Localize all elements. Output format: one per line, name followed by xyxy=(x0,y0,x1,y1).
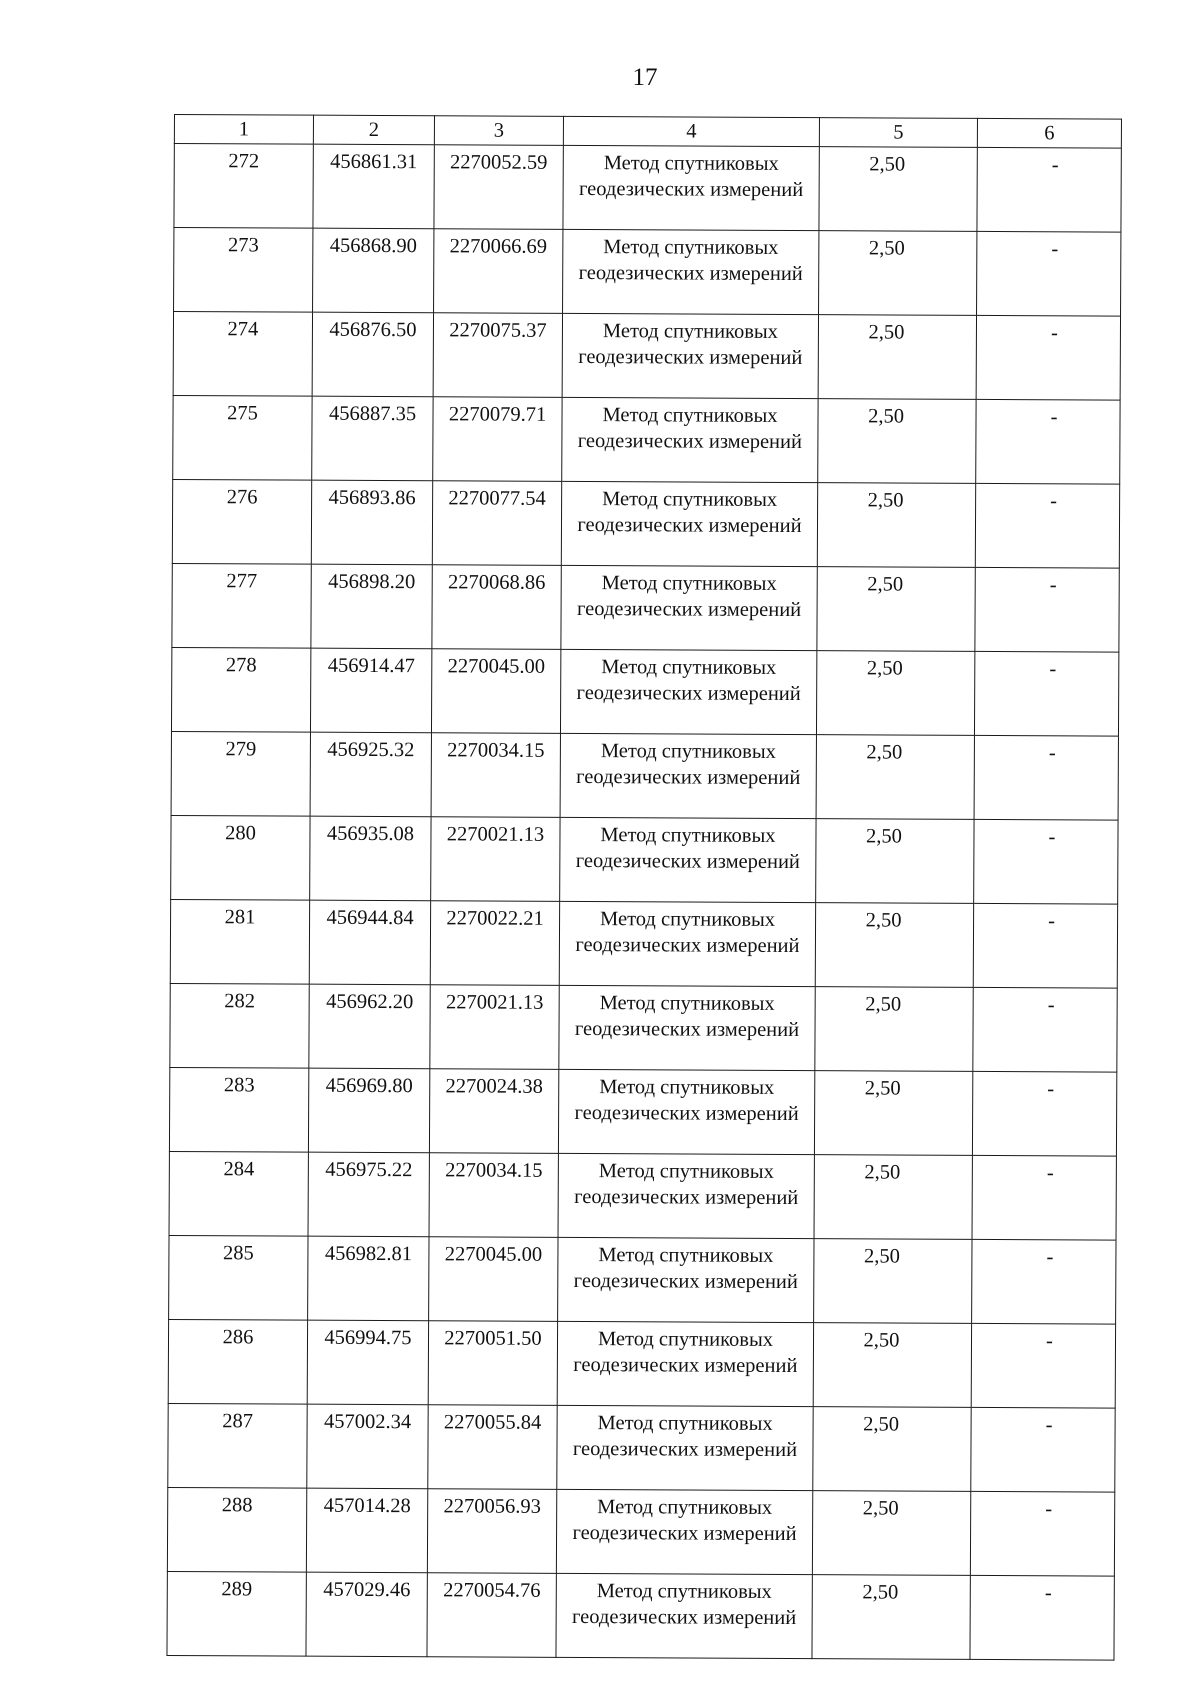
table-body xyxy=(167,144,1121,1661)
y-coordinate-cell: 2270056.93 xyxy=(427,1489,556,1574)
method-cell: Метод спутниковых геодезических измерений xyxy=(556,1489,812,1574)
x-coordinate-cell: 456887.35 xyxy=(312,396,433,481)
point-number-cell: 275 xyxy=(173,395,312,480)
y-coordinate-cell: 2270052.59 xyxy=(434,145,563,230)
note-cell: - xyxy=(975,567,1119,652)
table-row xyxy=(171,647,1118,736)
point-number-cell: 282 xyxy=(170,983,309,1068)
accuracy-cell: 2,50 xyxy=(818,399,976,484)
y-coordinate-cell: 2270068.86 xyxy=(432,565,561,650)
accuracy-cell: 2,50 xyxy=(816,651,974,736)
x-coordinate-cell: 457002.34 xyxy=(307,1404,428,1489)
x-coordinate-cell: 456893.86 xyxy=(311,480,432,565)
table-row xyxy=(169,1067,1116,1156)
accuracy-cell: 2,50 xyxy=(815,987,973,1072)
point-number-cell: 272 xyxy=(174,144,313,229)
table-header-row xyxy=(174,115,1121,149)
point-number-cell: 286 xyxy=(168,1319,307,1404)
y-coordinate-cell: 2270034.15 xyxy=(431,733,560,818)
point-number-cell: 276 xyxy=(172,479,311,564)
y-coordinate-cell: 2270054.76 xyxy=(427,1573,556,1658)
point-number-cell: 277 xyxy=(172,563,311,648)
point-number-cell: 273 xyxy=(174,228,313,313)
accuracy-cell: 2,50 xyxy=(814,1239,972,1324)
point-number-cell: 274 xyxy=(173,312,312,397)
note-cell: - xyxy=(975,483,1119,568)
point-number-cell: 283 xyxy=(169,1067,308,1152)
y-coordinate-cell: 2270021.13 xyxy=(431,817,560,902)
y-coordinate-cell: 2270066.69 xyxy=(434,229,563,314)
note-cell: - xyxy=(977,147,1121,232)
table-row xyxy=(170,983,1117,1072)
x-coordinate-cell: 456898.20 xyxy=(311,564,432,649)
method-cell: Метод спутниковых геодезических измерений xyxy=(557,1405,813,1490)
note-cell: - xyxy=(974,651,1118,736)
table-row xyxy=(173,395,1120,484)
note-cell: - xyxy=(972,1155,1116,1240)
method-cell: Метод спутниковых геодезических измерений xyxy=(560,733,816,818)
x-coordinate-cell: 456925.32 xyxy=(310,732,431,817)
accuracy-cell: 2,50 xyxy=(817,567,975,652)
table-row xyxy=(170,899,1117,988)
accuracy-cell: 2,50 xyxy=(813,1407,971,1492)
note-cell: - xyxy=(971,1407,1115,1492)
accuracy-cell: 2,50 xyxy=(814,1071,972,1156)
point-number-cell: 288 xyxy=(167,1487,306,1572)
accuracy-cell: 2,50 xyxy=(814,1155,972,1240)
table-row xyxy=(169,1235,1116,1324)
method-cell: Метод спутниковых геодезических измерений xyxy=(562,397,818,482)
coordinates-table xyxy=(166,114,1122,1661)
point-number-cell: 280 xyxy=(171,815,310,900)
point-number-cell: 281 xyxy=(170,899,309,984)
table-row xyxy=(168,1319,1115,1408)
y-coordinate-cell: 2270075.37 xyxy=(433,313,562,398)
column-header: 1 xyxy=(174,115,313,145)
note-cell: - xyxy=(970,1575,1114,1660)
note-cell: - xyxy=(970,1491,1114,1576)
accuracy-cell: 2,50 xyxy=(819,231,977,316)
method-cell: Метод спутниковых геодезических измерений xyxy=(558,1153,814,1238)
method-cell: Метод спутниковых геодезических измерений xyxy=(559,901,815,986)
accuracy-cell: 2,50 xyxy=(817,483,975,568)
accuracy-cell: 2,50 xyxy=(816,735,974,820)
accuracy-cell: 2,50 xyxy=(815,903,973,988)
table-row xyxy=(172,479,1119,568)
column-header: 5 xyxy=(819,118,977,148)
accuracy-cell: 2,50 xyxy=(812,1491,970,1576)
point-number-cell: 285 xyxy=(169,1235,308,1320)
x-coordinate-cell: 456861.31 xyxy=(313,144,434,229)
x-coordinate-cell: 457029.46 xyxy=(306,1572,427,1657)
note-cell: - xyxy=(972,1071,1116,1156)
x-coordinate-cell: 456975.22 xyxy=(308,1152,429,1237)
y-coordinate-cell: 2270079.71 xyxy=(433,397,562,482)
table-row xyxy=(171,731,1118,820)
accuracy-cell: 2,50 xyxy=(813,1323,971,1408)
column-header: 6 xyxy=(977,118,1121,148)
y-coordinate-cell: 2270045.00 xyxy=(431,649,560,734)
accuracy-cell: 2,50 xyxy=(819,147,977,232)
note-cell: - xyxy=(976,399,1120,484)
table-row xyxy=(174,228,1121,317)
method-cell: Метод спутниковых геодезических измерений xyxy=(563,145,819,230)
x-coordinate-cell: 456994.75 xyxy=(307,1320,428,1405)
table-row xyxy=(168,1403,1115,1492)
x-coordinate-cell: 456868.90 xyxy=(313,228,434,313)
table-row xyxy=(169,1151,1116,1240)
method-cell: Метод спутниковых геодезических измерений xyxy=(558,1237,814,1322)
method-cell: Метод спутниковых геодезических измерений xyxy=(560,817,816,902)
note-cell: - xyxy=(973,987,1117,1072)
page-number: 17 xyxy=(632,64,658,91)
note-cell: - xyxy=(974,819,1118,904)
note-cell: - xyxy=(972,1239,1116,1324)
column-header: 2 xyxy=(313,115,434,145)
accuracy-cell: 2,50 xyxy=(816,819,974,904)
y-coordinate-cell: 2270077.54 xyxy=(432,481,561,566)
accuracy-cell: 2,50 xyxy=(812,1575,970,1660)
table-row xyxy=(174,144,1121,233)
point-number-cell: 279 xyxy=(171,731,310,816)
method-cell: Метод спутниковых геодезических измерений xyxy=(557,1321,813,1406)
x-coordinate-cell: 456969.80 xyxy=(308,1068,429,1153)
x-coordinate-cell: 456982.81 xyxy=(308,1236,429,1321)
y-coordinate-cell: 2270022.21 xyxy=(430,901,559,986)
coordinates-table-wrapper xyxy=(166,114,1122,1661)
x-coordinate-cell: 456876.50 xyxy=(312,312,433,397)
x-coordinate-cell: 456914.47 xyxy=(310,648,431,733)
table-row xyxy=(167,1487,1114,1576)
method-cell: Метод спутниковых геодезических измерений xyxy=(563,229,819,314)
method-cell: Метод спутниковых геодезических измерений xyxy=(556,1573,812,1658)
accuracy-cell: 2,50 xyxy=(818,315,976,400)
table-row xyxy=(173,312,1120,401)
note-cell: - xyxy=(976,315,1120,400)
method-cell: Метод спутниковых геодезических измерений xyxy=(558,1069,814,1154)
table-row xyxy=(167,1571,1114,1660)
x-coordinate-cell: 456962.20 xyxy=(309,984,430,1069)
table-row xyxy=(172,563,1119,652)
point-number-cell: 289 xyxy=(167,1571,306,1656)
note-cell: - xyxy=(971,1323,1115,1408)
method-cell: Метод спутниковых геодезических измерений xyxy=(559,985,815,1070)
column-header: 4 xyxy=(563,116,819,146)
point-number-cell: 284 xyxy=(169,1151,308,1236)
y-coordinate-cell: 2270021.13 xyxy=(430,985,559,1070)
x-coordinate-cell: 456935.08 xyxy=(310,816,431,901)
point-number-cell: 278 xyxy=(171,647,310,732)
method-cell: Метод спутниковых геодезических измерений xyxy=(562,313,818,398)
table-row xyxy=(171,815,1118,904)
method-cell: Метод спутниковых геодезических измерений xyxy=(561,481,817,566)
note-cell: - xyxy=(977,231,1121,316)
note-cell: - xyxy=(974,735,1118,820)
column-header: 3 xyxy=(434,116,563,146)
y-coordinate-cell: 2270024.38 xyxy=(429,1069,558,1154)
y-coordinate-cell: 2270034.15 xyxy=(429,1153,558,1238)
y-coordinate-cell: 2270055.84 xyxy=(428,1405,557,1490)
y-coordinate-cell: 2270045.00 xyxy=(429,1237,558,1322)
y-coordinate-cell: 2270051.50 xyxy=(428,1321,557,1406)
note-cell: - xyxy=(973,903,1117,988)
x-coordinate-cell: 457014.28 xyxy=(306,1488,427,1573)
method-cell: Метод спутниковых геодезических измерений xyxy=(560,649,816,734)
point-number-cell: 287 xyxy=(168,1403,307,1488)
x-coordinate-cell: 456944.84 xyxy=(309,900,430,985)
method-cell: Метод спутниковых геодезических измерений xyxy=(561,565,817,650)
